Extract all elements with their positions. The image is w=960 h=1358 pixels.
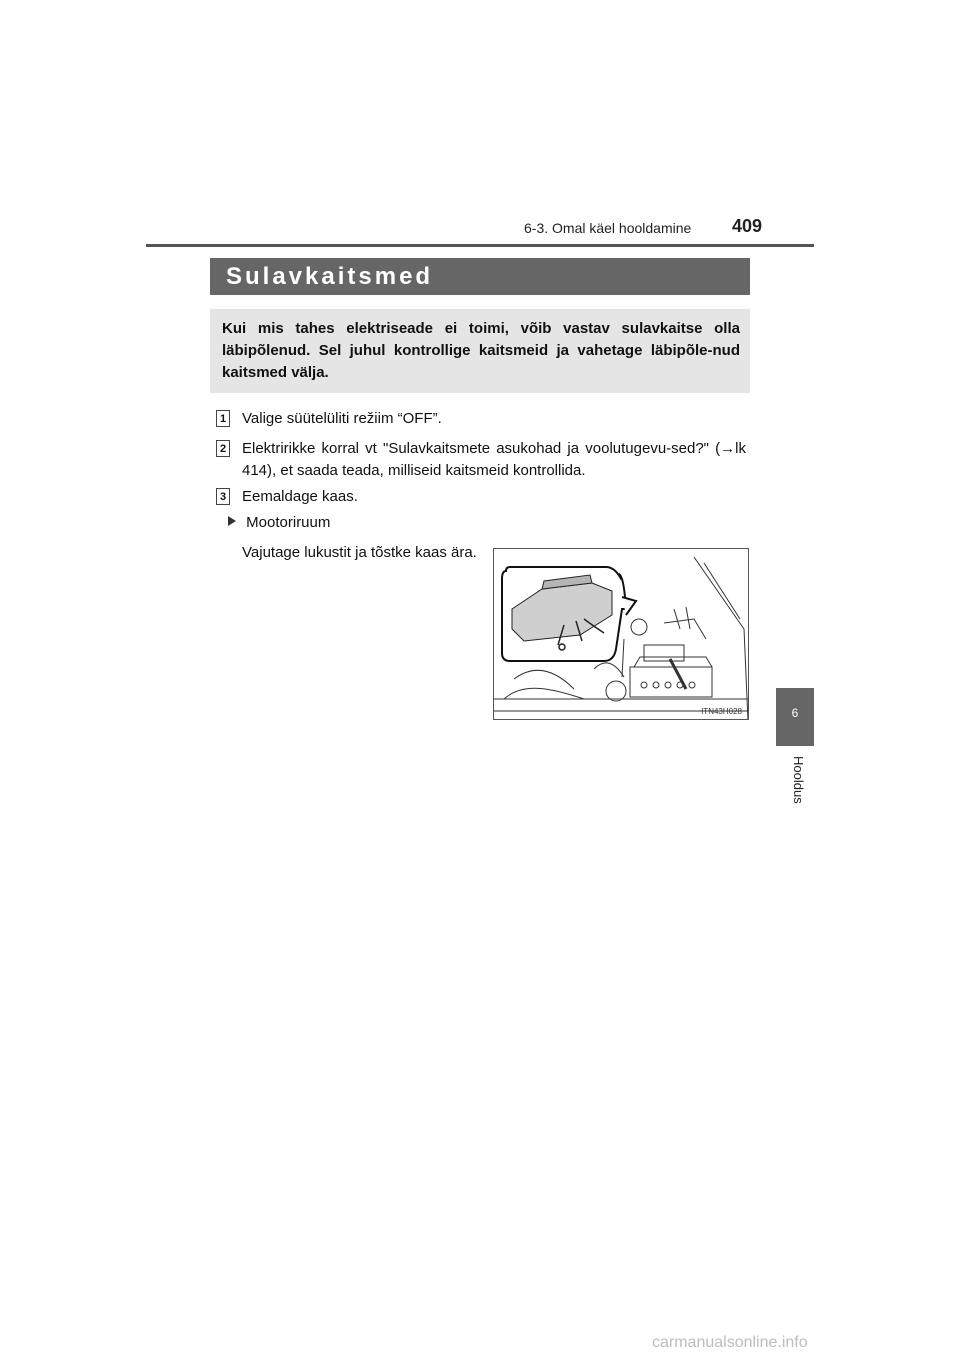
step-text: Valige süütelüliti režiim “OFF”. <box>242 410 442 427</box>
triangle-bullet-icon <box>228 516 236 526</box>
chapter-number: 6 <box>791 706 799 720</box>
section-title: Sulavkaitsmed <box>226 263 434 290</box>
subsection-label: Mootoriruum <box>246 514 331 531</box>
engine-bay-figure <box>493 548 749 720</box>
step-2 <box>216 438 746 482</box>
subsection-heading <box>228 514 330 531</box>
header-title: 6-3. Omal käel hooldamine <box>524 220 692 236</box>
step-3 <box>216 486 746 508</box>
step-number: 2 <box>216 440 230 457</box>
chapter-tab <box>776 688 814 746</box>
subsection-text: Vajutage lukustit ja tõstke kaas ära. <box>242 544 477 561</box>
step-number: 3 <box>216 488 230 505</box>
intro-text: Kui mis tahes elektriseade ei toimi, võib vastav sulavkaitse olla läbipõlenud. Sel juhul kontrollige kaitsmeid ja vahetage läbipõle-nud kaitsmed välja. <box>222 320 740 381</box>
section-title-bar <box>210 258 750 295</box>
page-number: 409 <box>732 216 763 236</box>
step-text: Eemaldage kaas. <box>242 488 358 505</box>
intro-box <box>210 309 750 393</box>
step-number: 1 <box>216 410 230 427</box>
watermark: carmanualsonline.info <box>652 1334 808 1351</box>
header-rule <box>146 244 814 247</box>
step-1 <box>216 408 746 430</box>
engine-bay-illustration <box>494 549 749 720</box>
chapter-label: Hooldus <box>791 756 806 804</box>
figure-code: ITN43H028 <box>701 707 742 716</box>
step-text: Elektririkke korral vt "Sulavkaitsmete asukohad ja voolutugevu-sed?" (→lk 414), et saada teada, milliseid kaitsmeid kontrollida. <box>242 440 746 479</box>
